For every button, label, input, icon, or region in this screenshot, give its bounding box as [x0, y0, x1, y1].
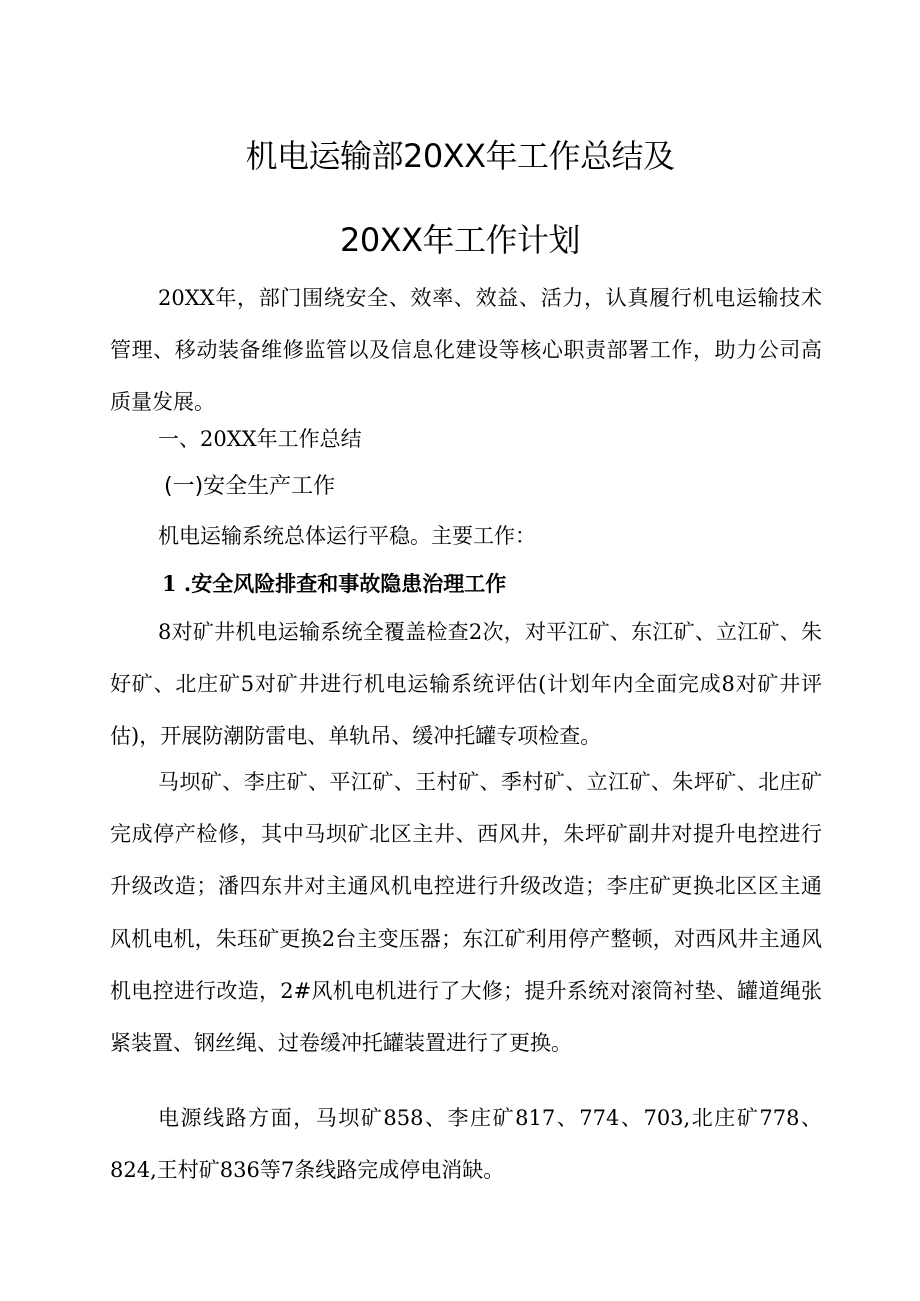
- document-title-line-2: 20XX年工作计划: [339, 221, 581, 259]
- item-1-heading: 1 .安全风险排查和事故隐患治理工作: [162, 571, 507, 596]
- power-line-paragraph: 电源线路方面，马坝矿858、李庄矿817、774、703,北庄矿778、824,王村矿836等7条线路完成停电消缺。: [110, 1106, 822, 1183]
- inspection-paragraph: 8对矿井机电运输系统全覆盖检查2次，对平江矿、东江矿、立江矿、朱好矿、北庄矿5对矿井进行机电运输系统评估(计划年内全面完成8对矿井评估)，开展防潮防雷电、单轨吊、缓冲托罐专项检查。: [110, 620, 822, 749]
- subsection-1-heading: (一)安全生产工作: [164, 474, 336, 499]
- maintenance-paragraph: 马坝矿、李庄矿、平江矿、王村矿、季村矿、立江矿、朱坪矿、北庄矿完成停产检修，其中马坝矿北区主井、西风井，朱坪矿副井对提升电控进行升级改造；潘四东井对主通风机电控进行升级改造；李庄矿更换北区区主通风机电机，朱珏矿更换2台主变压器；东江矿利用停产整顿，对西风井主通风机电控进行改造，2#风机电机进行了大修；提升系统对滚筒衬垫、罐道绳张紧装置、钢丝绳、过卷缓冲托罐装置进行了更换。: [110, 770, 822, 1056]
- section-1-heading: 一、20XX年工作总结: [158, 427, 362, 451]
- document-title-line-1: 机电运输部20XX年工作总结及: [245, 137, 675, 175]
- subsection-1-lead: 机电运输系统总体运行平稳。主要工作：: [158, 524, 536, 548]
- intro-paragraph: 20XX年，部门围绕安全、效率、效益、活力，认真履行机电运输技术管理、移动装备维修监管以及信息化建设等核心职责部署工作，助力公司高质量发展。: [110, 286, 822, 415]
